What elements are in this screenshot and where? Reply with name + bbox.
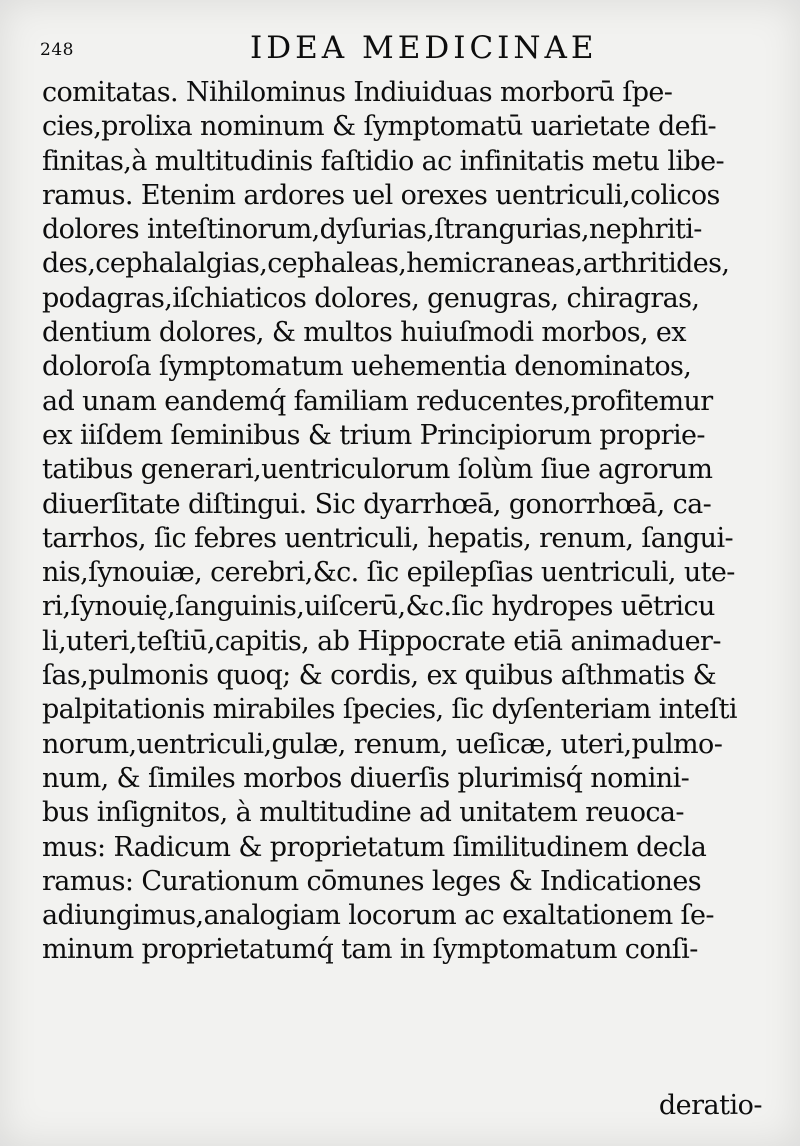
text-line: des,cephalalgias,cephaleas,hemicraneas,arthritides, (42, 248, 730, 280)
text-line: diuerſitate diſtingui. Sic dyarrhœā, gonorrhœā, ca- (42, 488, 712, 520)
text-line: ri,ſynouię,ſanguinis,uiſcerū,&c.ſic hydropes uētricu (42, 591, 715, 623)
text-line: podagras,iſchiaticos dolores, genugras, chiragras, (42, 282, 700, 314)
text-line: dentium dolores, & multos huiuſmodi morbos, ex (42, 317, 686, 349)
text-line: ramus: Curationum cōmunes leges & Indicationes (42, 865, 701, 897)
body-text (42, 76, 772, 968)
text-line: palpitationis mirabiles ſpecies, ſic dyſenteriam inteſti (42, 694, 737, 726)
text-line: comitatas. Nihilominus Indiuiduas morborū ſpe- (42, 77, 673, 108)
catchword: deratio- (658, 1090, 762, 1121)
text-line: ſas,pulmonis quoq; & cordis, ex quibus aſthmatis & (42, 660, 717, 692)
page-header (0, 30, 800, 70)
page-number: 248 (40, 40, 74, 60)
text-line: ad unam eandemq́ familiam reducentes,profitemur (42, 385, 713, 417)
text-line: cies,prolixa nominum & ſymptomatū uarietate defi- (42, 111, 716, 143)
text-line: ex iiſdem ſeminibus & trium Principiorum proprie- (42, 419, 705, 451)
text-line: nis,ſynouiæ, cerebri,&c. ſic epilepſias uentriculi, ute- (42, 557, 735, 589)
text-line: mus: Radicum & proprietatum ſimilitudinem decla (42, 831, 707, 863)
text-line: minum proprietatumq́ tam in ſymptomatum conſi- (42, 934, 698, 966)
text-line: dolores inteſtinorum,dyſurias,ſtrangurias,nephriti- (42, 214, 702, 246)
text-line: tarrhos, ſic febres uentriculi, hepatis, renum, ſangui- (42, 522, 734, 554)
text-line: norum,uentriculi,gulæ, renum, ueſicæ, uteri,pulmo- (42, 728, 723, 760)
text-line: tatibus generari,uentriculorum ſolùm ſiue agrorum (42, 454, 713, 486)
running-head: IDEA MEDICINAE (250, 30, 598, 66)
text-line: num, & ſimiles morbos diuerſis plurimisq́ nomini- (42, 762, 690, 794)
text-line: ramus. Etenim ardores uel orexes uentriculi,colicos (42, 179, 720, 211)
text-line: doloroſa ſymptomatum uehementia denominatos, (42, 351, 692, 383)
text-line: li,uteri,teſtiū,capitis, ab Hippocrate etiā animaduer- (42, 625, 721, 657)
text-line: bus inſignitos, à multitudine ad unitatem reuoca- (42, 797, 684, 829)
text-line: adiungimus,analogiam locorum ac exaltationem ſe- (42, 900, 714, 932)
text-line: finitas,à multitudinis faſtidio ac infinitatis metu libe- (42, 145, 724, 177)
